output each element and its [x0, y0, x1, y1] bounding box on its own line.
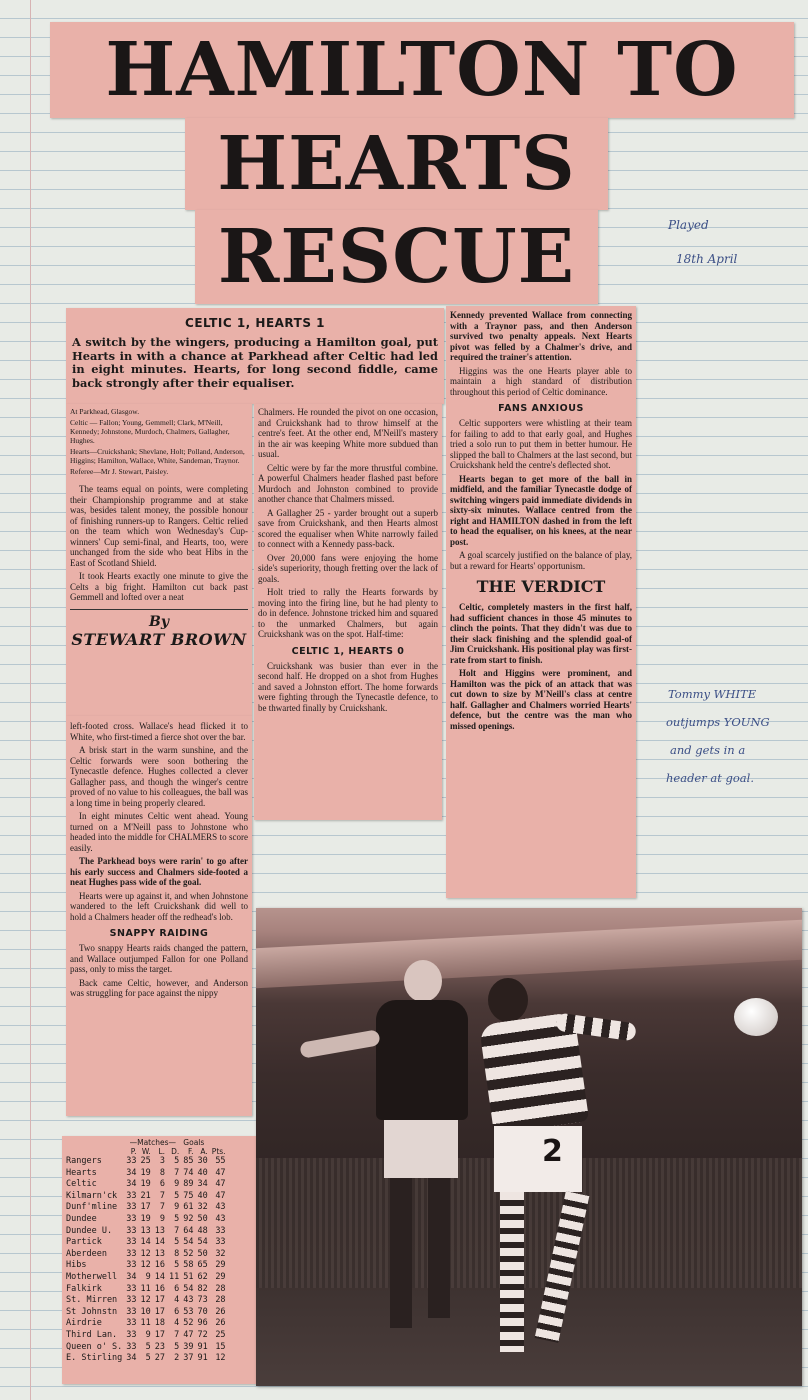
stat-cell: 16: [154, 1283, 166, 1294]
column-header-6: A.: [200, 1147, 208, 1156]
stat-cell: 52: [183, 1248, 194, 1259]
stat-cell: 30: [197, 1156, 208, 1166]
stat-cell: 13: [154, 1248, 166, 1259]
stat-cell: 33: [126, 1156, 137, 1166]
stat-cell: 33: [126, 1225, 137, 1236]
stat-cell: 54: [183, 1237, 194, 1248]
stat-cell: 34: [197, 1179, 208, 1190]
stat-cell: 52: [183, 1318, 194, 1329]
team-name: Rangers: [66, 1156, 102, 1166]
stat-cell: 5: [174, 1213, 180, 1224]
table-row: [64, 1179, 228, 1191]
match-photo: [256, 908, 802, 1386]
stat-cell: 29: [215, 1260, 226, 1271]
col2-paragraph-1: Chalmers. He rounded the pivot on one occasion, and Cruickshank had to throw himself at the centre's feet. At the other end, M'Neill's mastery in the air was keeping White more subdued than usual.: [258, 407, 438, 459]
article-column-1-bottom: [66, 716, 252, 1116]
stat-cell: 9: [145, 1329, 151, 1340]
stat-cell: 37: [183, 1353, 194, 1364]
table-row: [64, 1307, 228, 1319]
stat-cell: 23: [154, 1341, 166, 1352]
football: [734, 998, 778, 1036]
stat-cell: 12: [140, 1295, 151, 1306]
stat-cell: 8: [159, 1167, 166, 1178]
league-table: [64, 1138, 228, 1365]
player-hearts: [356, 960, 466, 1360]
stat-cell: 7: [174, 1167, 180, 1178]
stat-cell: 15: [215, 1341, 226, 1352]
col3-paragraph-2: Higgins was the one Hearts player able to maintain a high standard of distribution throughout this period of Celtic dominance.: [450, 365, 632, 397]
stat-cell: 91: [197, 1341, 208, 1352]
stat-cell: 7: [174, 1225, 180, 1236]
stat-cell: 9: [174, 1179, 180, 1190]
stat-cell: 5: [174, 1260, 180, 1271]
byline-by: By: [149, 613, 169, 630]
stat-cell: 17: [154, 1306, 166, 1317]
stat-cell: 55: [215, 1156, 226, 1166]
stat-cell: 32: [215, 1248, 226, 1259]
score-heading: CELTIC 1, HEARTS 1: [185, 316, 325, 330]
headline-line-2: HEARTS: [217, 121, 576, 207]
stat-cell: 19: [140, 1179, 151, 1190]
stat-cell: 9: [145, 1271, 151, 1282]
headline-line-3: RESCUE: [217, 214, 576, 300]
headline-strip-2: [185, 118, 608, 210]
stat-cell: 19: [140, 1213, 151, 1224]
stat-cell: 89: [183, 1179, 194, 1190]
caption-line-4: header at goal.: [666, 771, 754, 785]
col1b-paragraph-7: Back came Celtic, however, and Anderson was struggling for pace against the nippy: [70, 977, 248, 998]
col3-paragraph-1: Kennedy prevented Wallace from connecting with a Traynor pass, and then Anderson survived two penalty appeals. Next Hearts pivot was felled by a Chalmer's drive, and required the trainer's attention.: [450, 310, 632, 362]
col3-paragraph-4: Hearts began to get more of the ball in midfield, and the familiar Tynecastle dodge of switching wingers paid immediate dividends in sixty-six minutes. Wallace centred from the right and HAMILTON dashed in from the left to head the equaliser, on his knees, at the near post.: [450, 473, 632, 547]
shirt-number: 2: [542, 1134, 563, 1169]
stat-cell: 25: [215, 1329, 226, 1340]
team-name: Airdrie: [66, 1318, 102, 1329]
stat-cell: 6: [174, 1283, 180, 1294]
col3-paragraph-5: A goal scarcely justified on the balance of play, but a reward for Hearts' opportunism.: [450, 550, 632, 571]
table-row: [64, 1249, 228, 1261]
stat-cell: 58: [183, 1260, 194, 1271]
stat-cell: 33: [126, 1248, 137, 1259]
stat-cell: 6: [174, 1306, 180, 1317]
stat-cell: 50: [197, 1213, 208, 1224]
stat-cell: 33: [126, 1202, 137, 1213]
stat-cell: 28: [215, 1295, 226, 1306]
team-name: Dundee U.: [66, 1225, 113, 1236]
stat-cell: 33: [126, 1237, 137, 1248]
stat-cell: 14: [154, 1271, 166, 1282]
matches-group-header: —Matches—: [129, 1138, 176, 1147]
stat-cell: 85: [183, 1156, 194, 1166]
stat-cell: 34: [126, 1353, 137, 1364]
stat-cell: 34: [126, 1167, 137, 1178]
stat-cell: 47: [215, 1167, 226, 1178]
stat-cell: 33: [126, 1260, 137, 1271]
stat-cell: 47: [215, 1190, 226, 1201]
table-row: [64, 1226, 228, 1238]
headline-strip-3: [195, 210, 598, 304]
venue: At Parkhead, Glasgow.: [70, 407, 140, 416]
team-name: Celtic: [66, 1179, 97, 1190]
stat-cell: 21: [140, 1190, 151, 1201]
verdict-heading: THE VERDICT: [476, 577, 606, 596]
stat-cell: 47: [183, 1329, 194, 1340]
table-column-headers: [64, 1147, 228, 1156]
stat-cell: 33: [215, 1237, 226, 1248]
team-name: St. Mirren: [66, 1295, 118, 1306]
col2-paragraph-5: Holt tried to rally the Hearts forwards by moving into the firing line, but he had plenty to do in defence. Johnstone tricked him and squared to the unmarked Chalmers, but again Cruickshank was on the spot. Half-time:: [258, 587, 438, 639]
column-header-4: D.: [171, 1147, 180, 1156]
stat-cell: 16: [154, 1260, 166, 1271]
stat-cell: 14: [154, 1237, 166, 1248]
stat-cell: 33: [126, 1306, 137, 1317]
stat-cell: 7: [159, 1190, 166, 1201]
team-name: Partick: [66, 1237, 102, 1248]
stat-cell: 39: [183, 1341, 194, 1352]
team-name: Dundee: [66, 1213, 97, 1224]
stat-cell: 9: [159, 1213, 166, 1224]
col1-paragraph-2: It took Hearts exactly one minute to give the Celts a big fright. Hamilton cut back past Gemmell and lofted over a neat: [70, 571, 248, 602]
stat-cell: 4: [174, 1318, 180, 1329]
table-row: [64, 1237, 228, 1249]
article-column-1-top: [66, 404, 252, 716]
goals-group-header: Goals: [183, 1138, 205, 1147]
stat-cell: 6: [159, 1179, 166, 1190]
table-row: [64, 1156, 228, 1168]
caption-line-1: Tommy WHITE: [668, 687, 757, 701]
col1b-paragraph-1: left-footed cross. Wallace's head flicked it to White, who first-timed a fierce shot over the bar.: [70, 721, 248, 742]
article-intro: [66, 308, 444, 404]
byline: [70, 609, 248, 649]
col3-paragraph-7: Holt and Higgins were prominent, and Hamilton was the pick of an attack that was cut down to size by M'Neill's class at centre half. Gallagher and Chalmers worried Hearts' defence, but the centre was the man who missed openings.: [450, 668, 632, 731]
headline-strip-1: [50, 22, 794, 118]
stat-cell: 12: [215, 1353, 226, 1364]
margin-line: [30, 0, 31, 1400]
stat-cell: 65: [197, 1260, 208, 1271]
team-name: Motherwell: [66, 1271, 118, 1282]
table-row: [64, 1191, 228, 1203]
stat-cell: 3: [159, 1156, 166, 1166]
table-row: [64, 1214, 228, 1226]
snappy-raiding-heading: SNAPPY RAIDING: [109, 928, 209, 939]
halftime-heading: CELTIC 1, HEARTS 0: [291, 645, 405, 657]
stat-cell: 13: [140, 1225, 151, 1236]
stat-cell: 92: [183, 1213, 194, 1224]
table-body: [64, 1156, 228, 1365]
stat-cell: 14: [140, 1237, 151, 1248]
stat-cell: 62: [197, 1271, 208, 1282]
stat-cell: 17: [154, 1329, 166, 1340]
article-column-2: [254, 404, 442, 820]
team-name: Dunf'mline: [66, 1202, 118, 1213]
league-table-clipping: [62, 1136, 256, 1384]
stat-cell: 9: [174, 1202, 180, 1213]
stat-cell: 43: [215, 1213, 226, 1224]
handwritten-date-line-1: Played: [668, 218, 709, 232]
stat-cell: 5: [145, 1353, 151, 1364]
col2-paragraph-6: Cruickshank was busier than ever in the second half. He dropped on a shot from Hughes and saved a Johnston effort. The home forwards were fighting through the Tynecastle defence, to be thwarted finally by Cruickshank.: [258, 660, 438, 713]
column-header-2: W.: [141, 1147, 151, 1156]
stat-cell: 5: [174, 1341, 180, 1352]
column-header-1: P.: [130, 1147, 137, 1156]
col1b-paragraph-2: A brisk start in the warm sunshine, and the Celtic forwards were soon bothering the Tynecastle defence. Hughes collected a clever Gallagher pass, and though the winger's centre proved of no value to his colleagues, the ball was a long time in being properly cleared.: [70, 745, 248, 808]
handwritten-date: [668, 208, 737, 276]
stat-cell: 33: [126, 1213, 137, 1224]
stat-cell: 27: [154, 1353, 166, 1364]
stat-cell: 11: [140, 1283, 151, 1294]
stat-cell: 10: [140, 1306, 151, 1317]
col3-paragraph-3: Celtic supporters were whistling at their team for failing to add to that early goal, and Hughes tried a solo run to put them in better humour. He slipped the ball to Chalmers at the last second, but Cruickshank held the centre's deflected shot.: [450, 418, 632, 470]
stat-cell: 4: [174, 1295, 180, 1306]
table-row: [64, 1260, 228, 1272]
stat-cell: 64: [183, 1225, 194, 1236]
stat-cell: 74: [183, 1167, 194, 1178]
stat-cell: 54: [183, 1283, 194, 1294]
team-name: Kilmarn'ck: [66, 1190, 118, 1201]
column-header-3: L.: [158, 1147, 166, 1156]
referee: Referee—Mr J. Stewart, Paisley.: [70, 467, 169, 476]
table-row: [64, 1202, 228, 1214]
stat-cell: 19: [140, 1167, 151, 1178]
team-name: Queen o' S.: [66, 1341, 123, 1352]
col3-paragraph-6: Celtic, completely masters in the first half, had sufficient chances in those 45 minutes to clinch the points. That they didn't was due to their slack finishing and the splendid goal-of Jim Cruickshank. His positional play was first-rate from start to finish.: [450, 602, 632, 665]
fans-anxious-heading: FANS ANXIOUS: [498, 403, 584, 414]
table-group-header: [64, 1138, 228, 1147]
stat-cell: 2: [174, 1353, 180, 1364]
stat-cell: 12: [140, 1248, 151, 1259]
stat-cell: 18: [154, 1318, 166, 1329]
stat-cell: 47: [215, 1179, 226, 1190]
article-column-3: [446, 306, 636, 898]
stat-cell: 5: [174, 1190, 180, 1201]
stat-cell: 33: [126, 1190, 137, 1201]
stat-cell: 17: [140, 1202, 151, 1213]
team-name: E. Stirling: [66, 1353, 123, 1364]
stat-cell: 96: [197, 1318, 208, 1329]
stat-cell: 48: [197, 1225, 208, 1236]
column-header-0: [64, 1147, 124, 1156]
stat-cell: 32: [197, 1202, 208, 1213]
stat-cell: 40: [197, 1167, 208, 1178]
team-name: Hibs: [66, 1260, 87, 1271]
team-name: Hearts: [66, 1167, 97, 1178]
column-header-7: Pts.: [211, 1147, 226, 1156]
col2-paragraph-2: Celtic were by far the more thrustful combine. A powerful Chalmers header flashed past before Murdoch and Johnston combined to provide another chance that Chalmers missed.: [258, 462, 438, 504]
stat-cell: 33: [126, 1318, 137, 1329]
team-name: Falkirk: [66, 1283, 102, 1294]
stat-cell: 8: [174, 1248, 180, 1259]
stat-cell: 43: [215, 1202, 226, 1213]
stat-cell: 26: [215, 1318, 226, 1329]
stat-cell: 70: [197, 1306, 208, 1317]
stat-cell: 72: [197, 1329, 208, 1340]
caption-line-3: and gets in a: [670, 743, 746, 757]
hearts-team: Hearts—Cruickshank; Shevlane, Holt; Polland, Anderson, Higgins; Hamilton, Wallace, White, Sandeman, Traynor.: [70, 447, 245, 465]
table-row: [64, 1353, 228, 1365]
stat-cell: 26: [215, 1306, 226, 1317]
table-row: [64, 1330, 228, 1342]
table-row: [64, 1272, 228, 1284]
col2-paragraph-3: A Gallagher 25 - yarder brought out a superb save from Cruickshank, and then Hearts almost scored the equaliser when White narrowly failed to connect with a Kennedy pass-back.: [258, 507, 438, 549]
player-celtic: [466, 978, 636, 1378]
stat-cell: 33: [126, 1341, 137, 1352]
stat-cell: 17: [154, 1295, 166, 1306]
stat-cell: 53: [183, 1306, 194, 1317]
stat-cell: 13: [154, 1225, 166, 1236]
col1b-paragraph-4: The Parkhead boys were rarin' to go after his early success and Chalmers side-footed a neat Hughes pass wide of the goal.: [70, 856, 248, 887]
table-row: [64, 1342, 228, 1354]
handwritten-date-line-2: 18th April: [676, 252, 738, 266]
col2-paragraph-4: Over 20,000 fans were enjoying the home side's superiority, though fretting over the lack of goals.: [258, 552, 438, 584]
col1b-paragraph-5: Hearts were up against it, and when Johnstone wandered to the left Cruickshank did well to hold a Chalmers header off the redhead's lob.: [70, 890, 248, 922]
team-name: St Johnstn: [66, 1306, 118, 1317]
stat-cell: 50: [197, 1248, 208, 1259]
celtic-team: Celtic — Fallon; Young, Gemmell; Clark, M'Neill, Kennedy; Johnstone, Murdoch, Chalmers, Gallagher, Hughes.: [70, 418, 230, 445]
stat-cell: 75: [183, 1190, 194, 1201]
stat-cell: 33: [126, 1295, 137, 1306]
handwritten-caption: [666, 680, 770, 792]
team-name: Aberdeen: [66, 1248, 107, 1259]
table-row: [64, 1284, 228, 1296]
table-row: [64, 1168, 228, 1180]
table-row: [64, 1295, 228, 1307]
col1b-paragraph-3: In eight minutes Celtic went ahead. Young turned on a M'Neill pass to Johnstone who headed into the middle for CHALMERS to score easily.: [70, 811, 248, 853]
stat-cell: 28: [215, 1283, 226, 1294]
stat-cell: 29: [215, 1271, 226, 1282]
stat-cell: 34: [126, 1179, 137, 1190]
stat-cell: 33: [126, 1283, 137, 1294]
stat-cell: 33: [126, 1329, 137, 1340]
stat-cell: 7: [159, 1202, 166, 1213]
team-name: Third Lan.: [66, 1329, 118, 1340]
stat-cell: 51: [183, 1271, 194, 1282]
stat-cell: 5: [174, 1237, 180, 1248]
stat-cell: 34: [126, 1271, 137, 1282]
stat-cell: 5: [145, 1341, 151, 1352]
stat-cell: 73: [197, 1295, 208, 1306]
caption-line-2: outjumps YOUNG: [666, 715, 770, 729]
stat-cell: 25: [140, 1156, 151, 1166]
stat-cell: 33: [215, 1225, 226, 1236]
stat-cell: 61: [183, 1202, 194, 1213]
stat-cell: 91: [197, 1353, 208, 1364]
intro-paragraph: A switch by the wingers, producing a Hamilton goal, put Hearts in with a chance at Parkhead after Celtic had led in eight minutes. Hearts, for long second fiddle, came back strongly after their equaliser.: [72, 335, 438, 390]
stat-cell: 5: [174, 1156, 180, 1166]
stat-cell: 11: [140, 1318, 151, 1329]
col1-paragraph-1: The teams equal on points, were completing their Championship programme and at stake was, besides talent money, the possible honour of finishing runners-up to Rangers. Celtic relied on the team which won Wednesday's Cup-winners' Cup semi-final, and Hearts, too, were unchanged from the side who beat Hibs in the East of Scotland Shield.: [70, 484, 248, 568]
stat-cell: 40: [197, 1190, 208, 1201]
headline-line-1: HAMILTON TO: [105, 27, 739, 113]
stat-cell: 11: [169, 1271, 180, 1282]
stat-cell: 43: [183, 1295, 194, 1306]
stat-cell: 54: [197, 1237, 208, 1248]
column-header-5: F.: [188, 1147, 194, 1156]
stat-cell: 82: [197, 1283, 208, 1294]
col1b-paragraph-6: Two snappy Hearts raids changed the pattern, and Wallace outjumped Fallon for one Polland pass, only to miss the target.: [70, 943, 248, 974]
stat-cell: 7: [174, 1329, 180, 1340]
table-row: [64, 1318, 228, 1330]
stat-cell: 12: [140, 1260, 151, 1271]
byline-name: STEWART BROWN: [71, 629, 247, 649]
